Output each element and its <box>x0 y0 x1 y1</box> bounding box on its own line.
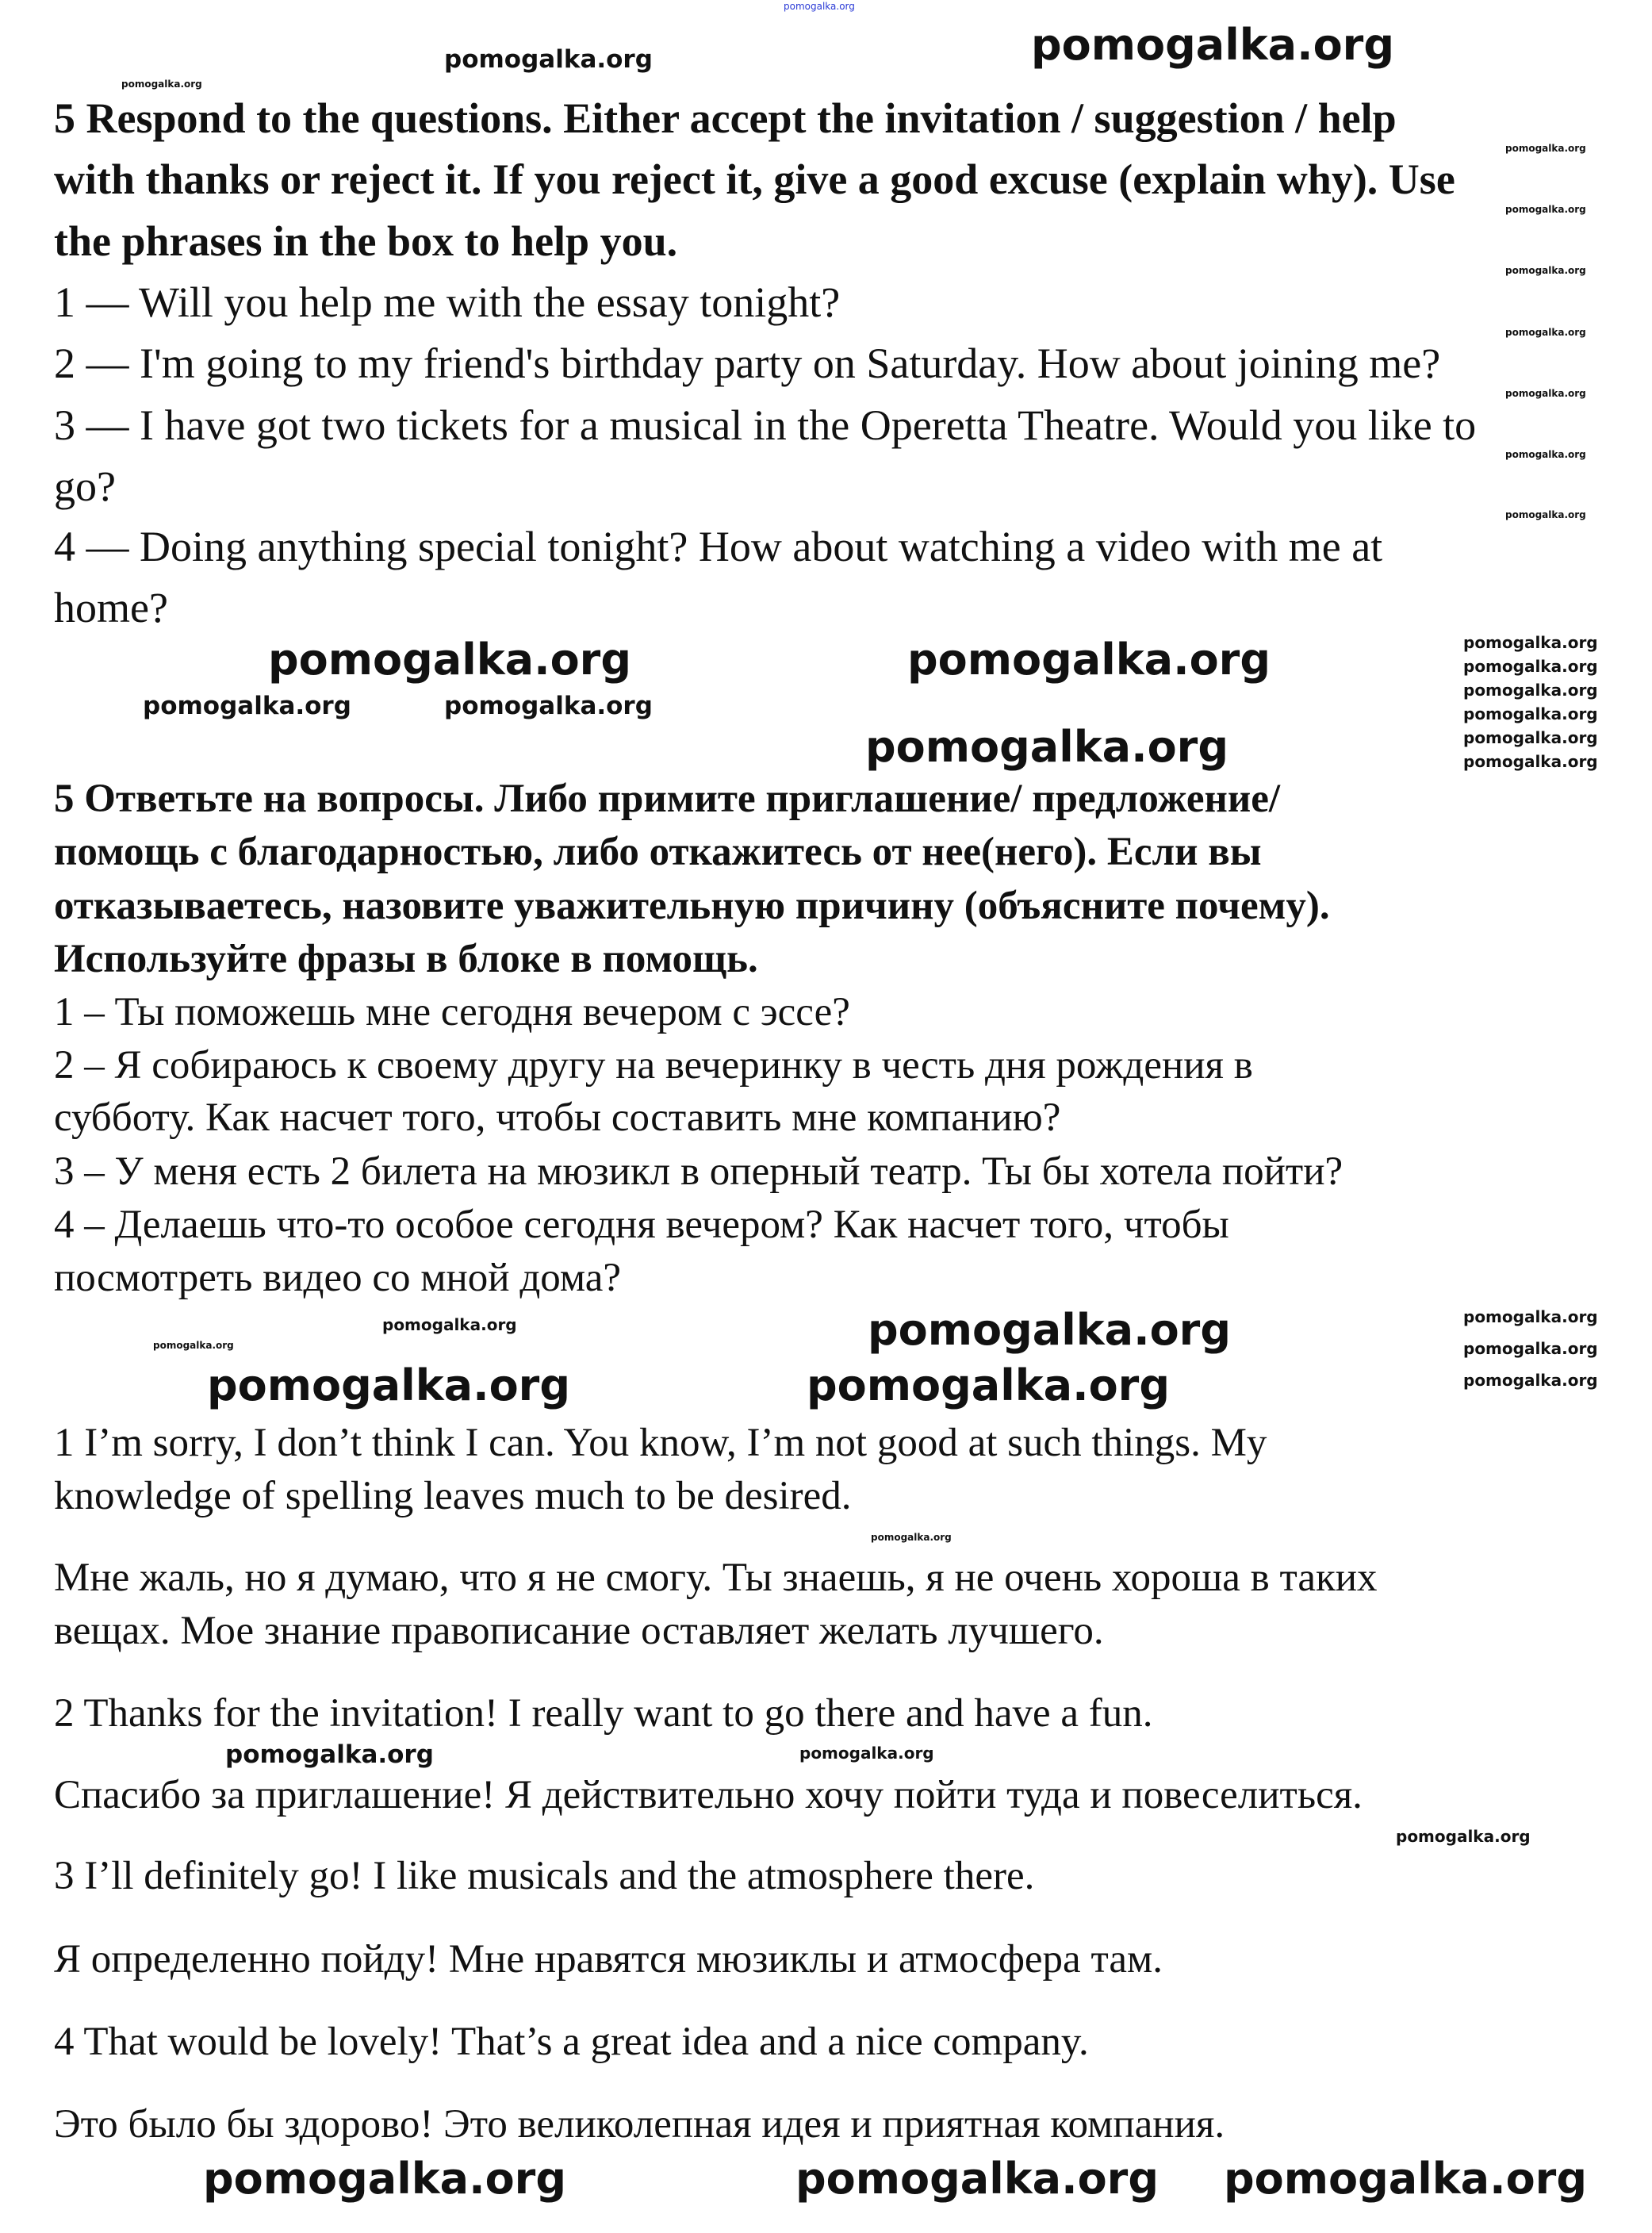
watermark: pomogalka.org <box>1505 265 1586 276</box>
watermark: pomogalka.org <box>1463 728 1598 747</box>
watermark: pomogalka.org <box>1463 704 1598 723</box>
watermark: pomogalka.org <box>1463 657 1598 676</box>
watermark: pomogalka.org <box>1463 681 1598 700</box>
watermark: pomogalka.org <box>807 1360 1170 1410</box>
question-ru-line: 3 – У меня есть 2 билета на мюзикл в оперный театр. Ты бы хотела пойти? <box>54 1149 1343 1194</box>
watermark: pomogalka.org <box>143 692 351 720</box>
watermark: pomogalka.org <box>865 722 1228 772</box>
watermark: pomogalka.org <box>444 692 653 720</box>
answer-line: 3 I’ll definitely go! I like musicals and the atmosphere there. <box>54 1854 1035 1898</box>
answer-line: Мне жаль, но я думаю, что я не смогу. Ты знаешь, я не очень хороша в таких <box>54 1556 1378 1600</box>
watermark: pomogalka.org <box>1463 633 1598 652</box>
watermark: pomogalka.org <box>1463 1307 1598 1326</box>
watermark: pomogalka.org <box>1505 204 1586 215</box>
question-ru-line: 2 – Я собираюсь к своему другу на вечеринку в честь дня рождения в <box>54 1043 1253 1088</box>
watermark: pomogalka.org <box>1505 327 1586 338</box>
watermark: pomogalka.org <box>1463 1371 1598 1390</box>
watermark: pomogalka.org <box>1224 2154 1587 2204</box>
question-ru-line: 1 – Ты поможешь мне сегодня вечером с эссе? <box>54 990 850 1034</box>
answer-line: Это было бы здорово! Это великолепная идея и приятная компания. <box>54 2102 1225 2147</box>
question-en-line: 1 — Will you help me with the essay tonight? <box>54 278 841 326</box>
watermark: pomogalka.org <box>1396 1827 1531 1846</box>
answer-line: вещах. Мое знание правописание оставляет желать лучшего. <box>54 1609 1104 1653</box>
task-heading-ru-line: Используйте фразы в блоке в помощь. <box>54 937 758 981</box>
question-en-line: 4 — Doing anything special tonight? How about watching a video with me at <box>54 523 1383 570</box>
watermark: pomogalka.org <box>1463 1339 1598 1358</box>
answer-line: Спасибо за приглашение! Я действительно хочу пойти туда и повеселиться. <box>54 1773 1363 1817</box>
watermark: pomogalka.org <box>268 635 631 685</box>
question-en-line: 3 — I have got two tickets for a musical in the Operetta Theatre. Would you like to <box>54 401 1477 449</box>
question-en-line: home? <box>54 584 168 631</box>
watermark: pomogalka.org <box>203 2154 566 2204</box>
watermark: pomogalka.org <box>1505 143 1586 154</box>
watermark: pomogalka.org <box>225 1740 434 1769</box>
answer-line: knowledge of spelling leaves much to be desired. <box>54 1474 852 1518</box>
watermark: pomogalka.org <box>871 1532 952 1543</box>
watermark: pomogalka.org <box>784 1 855 12</box>
watermark: pomogalka.org <box>121 79 202 90</box>
task-heading-ru-line: помощь с благодарностью, либо откажитесь от нее(него). Если вы <box>54 830 1262 874</box>
task-heading-en-line: with thanks or reject it. If you reject it, give a good excuse (explain why). Use <box>54 155 1455 203</box>
watermark: pomogalka.org <box>444 45 653 74</box>
answer-line: Я определенно пойду! Мне нравятся мюзиклы и атмосфера там. <box>54 1937 1163 1982</box>
question-en-line: 2 — I'm going to my friend's birthday party on Saturday. How about joining me? <box>54 340 1441 387</box>
watermark: pomogalka.org <box>207 1360 570 1410</box>
watermark: pomogalka.org <box>1505 509 1586 520</box>
question-ru-line: субботу. Как насчет того, чтобы составить мне компанию? <box>54 1095 1061 1140</box>
watermark: pomogalka.org <box>799 1744 934 1763</box>
watermark: pomogalka.org <box>153 1340 234 1351</box>
question-en-line: go? <box>54 462 116 510</box>
task-heading-en-line: 5 Respond to the questions. Either accept the invitation / suggestion / help <box>54 94 1397 142</box>
answer-line: 2 Thanks for the invitation! I really want to go there and have a fun. <box>54 1691 1153 1736</box>
task-heading-en-line: the phrases in the box to help you. <box>54 217 678 265</box>
task-heading-ru-line: отказываетесь, назовите уважительную причину (объясните почему). <box>54 884 1330 928</box>
watermark: pomogalka.org <box>907 635 1271 685</box>
watermark: pomogalka.org <box>1031 20 1394 70</box>
watermark: pomogalka.org <box>1463 752 1598 771</box>
answer-line: 4 That would be lovely! That’s a great idea and a nice company. <box>54 2020 1089 2064</box>
watermark: pomogalka.org <box>1505 449 1586 460</box>
watermark: pomogalka.org <box>1505 388 1586 399</box>
answer-line: 1 I’m sorry, I don’t think I can. You know, I’m not good at such things. My <box>54 1421 1267 1465</box>
question-ru-line: 4 – Делаешь что-то особое сегодня вечером? Как насчет того, чтобы <box>54 1203 1229 1247</box>
watermark: pomogalka.org <box>382 1315 517 1334</box>
watermark: pomogalka.org <box>868 1305 1231 1355</box>
question-ru-line: посмотреть видео со мной дома? <box>54 1256 622 1300</box>
watermark: pomogalka.org <box>795 2154 1159 2204</box>
task-heading-ru-line: 5 Ответьте на вопросы. Либо примите приглашение/ предложение/ <box>54 777 1281 821</box>
